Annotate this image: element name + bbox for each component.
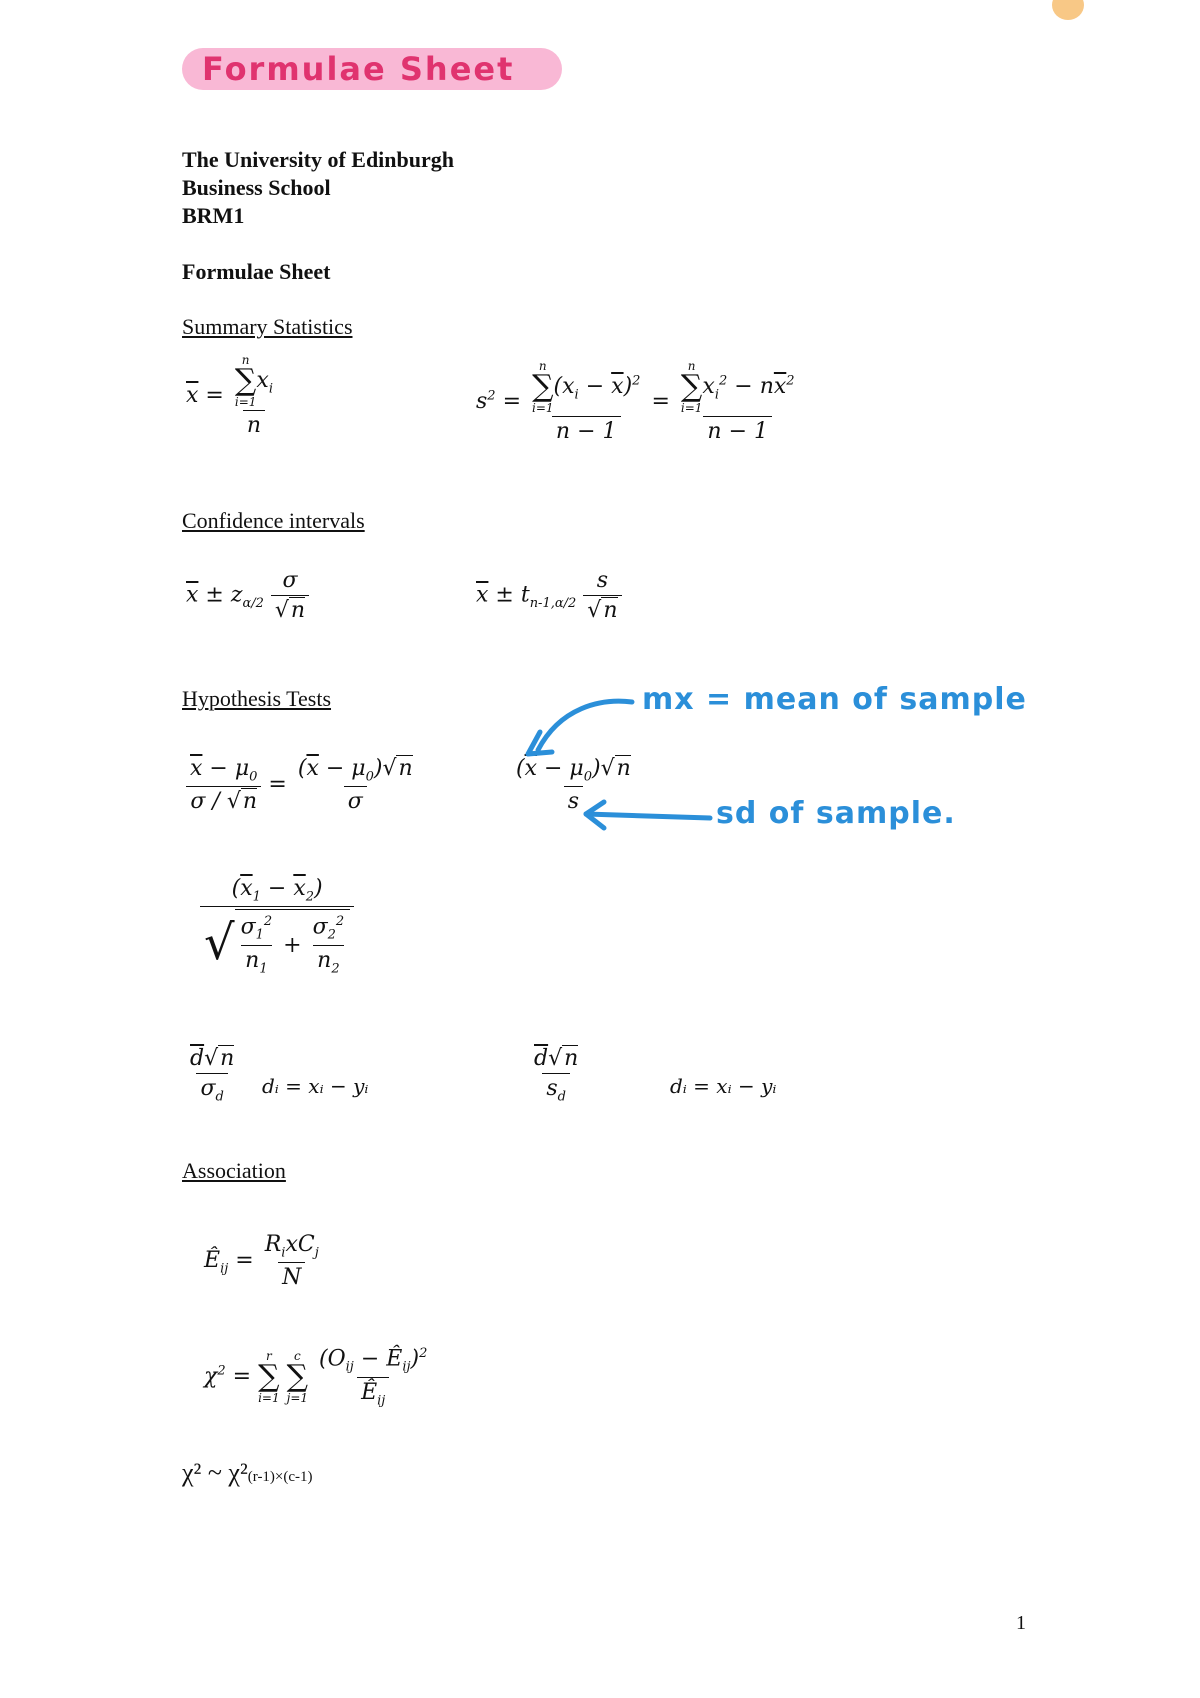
formula-z-test: $\frac{\overline{x} - \mu_0}{\sigma / √n}$ = $\frac{(\overline{x} - \mu_0)√n}{\sigma}$ xyxy=(186,756,417,814)
formula-sample-mean: $\overline{x}$ = n ∑ i=1 $x_i$ n xyxy=(186,353,273,438)
annotation-mean: mx = mean of sample xyxy=(642,682,1027,717)
page-number: 1 xyxy=(1016,1612,1026,1634)
formula-two-sample-test: $(\overline{x}_1 - \overline{x}_2)$ √ $\frac{\sigma_1^2}{n_1}$ + $\frac{\sigma_2^2}{n_2}$ xyxy=(200,876,354,977)
formula-ci-z: $\overline{x} \pm z_{\alpha/2}$ $\frac{\sigma}{√n}$ xyxy=(186,568,309,623)
arrow-to-mean-icon xyxy=(520,680,640,780)
formula-paired-t: $\frac{\overline{d}√n}{s_d}$ xyxy=(534,1046,579,1105)
annotation-sd: sd of sample. xyxy=(716,796,956,831)
section-summary-statistics: Summary Statistics xyxy=(182,314,353,339)
school-name: Business School xyxy=(182,175,331,200)
formula-chi-distribution xyxy=(182,1458,313,1488)
section-association: Association xyxy=(182,1158,286,1183)
chi-distribution-df: (r-1)×(c-1) xyxy=(247,1469,313,1485)
formula-d-definition-1: dᵢ = xᵢ − yᵢ xyxy=(262,1074,369,1098)
sheet-title: Formulae Sheet xyxy=(182,259,331,284)
section-hypothesis-tests: Hypothesis Tests xyxy=(182,686,332,711)
formula-chi-square: $\chi^2$ = r ∑ i=1 c ∑ j=1 $\frac{(O_{ij} - Ê_{ij})^2}{Ê_{ij}}$ xyxy=(204,1346,428,1409)
formula-expected-frequency: $Ê_{ij}$ = $\frac{R_ixC_j}{N}$ xyxy=(204,1232,319,1291)
university-name: The University of Edinburgh xyxy=(182,147,454,172)
course-code: BRM1 xyxy=(182,203,245,228)
corner-dot xyxy=(1052,0,1084,20)
section-confidence-intervals: Confidence intervals xyxy=(182,508,365,533)
formula-t-test: $\frac{(\overline{x} - \mu_0)√n}{s}$ xyxy=(516,756,631,815)
formula-sample-variance: $s^2$ = n ∑ i=1 $(x_i - \overline{x})^2$ n − 1 = n ∑ i=1 $x_i^2 - n\overline{x}^2$ n − 1 xyxy=(476,359,795,444)
chi-distribution-text: χ² ~ χ² xyxy=(182,1458,248,1487)
arrow-to-sd-icon xyxy=(576,796,716,836)
header-block xyxy=(182,146,454,230)
highlighted-title xyxy=(182,48,562,90)
formula-d-definition-2: dᵢ = xᵢ − yᵢ xyxy=(670,1074,777,1098)
formula-paired-z: $\frac{\overline{d}√n}{\sigma_d}$ xyxy=(190,1046,235,1105)
formula-ci-t: $\overline{x} \pm t_{n-1,\alpha/2}$ $\frac{s}{√n}$ xyxy=(476,568,622,623)
handwritten-title: Formulae Sheet xyxy=(202,50,515,88)
